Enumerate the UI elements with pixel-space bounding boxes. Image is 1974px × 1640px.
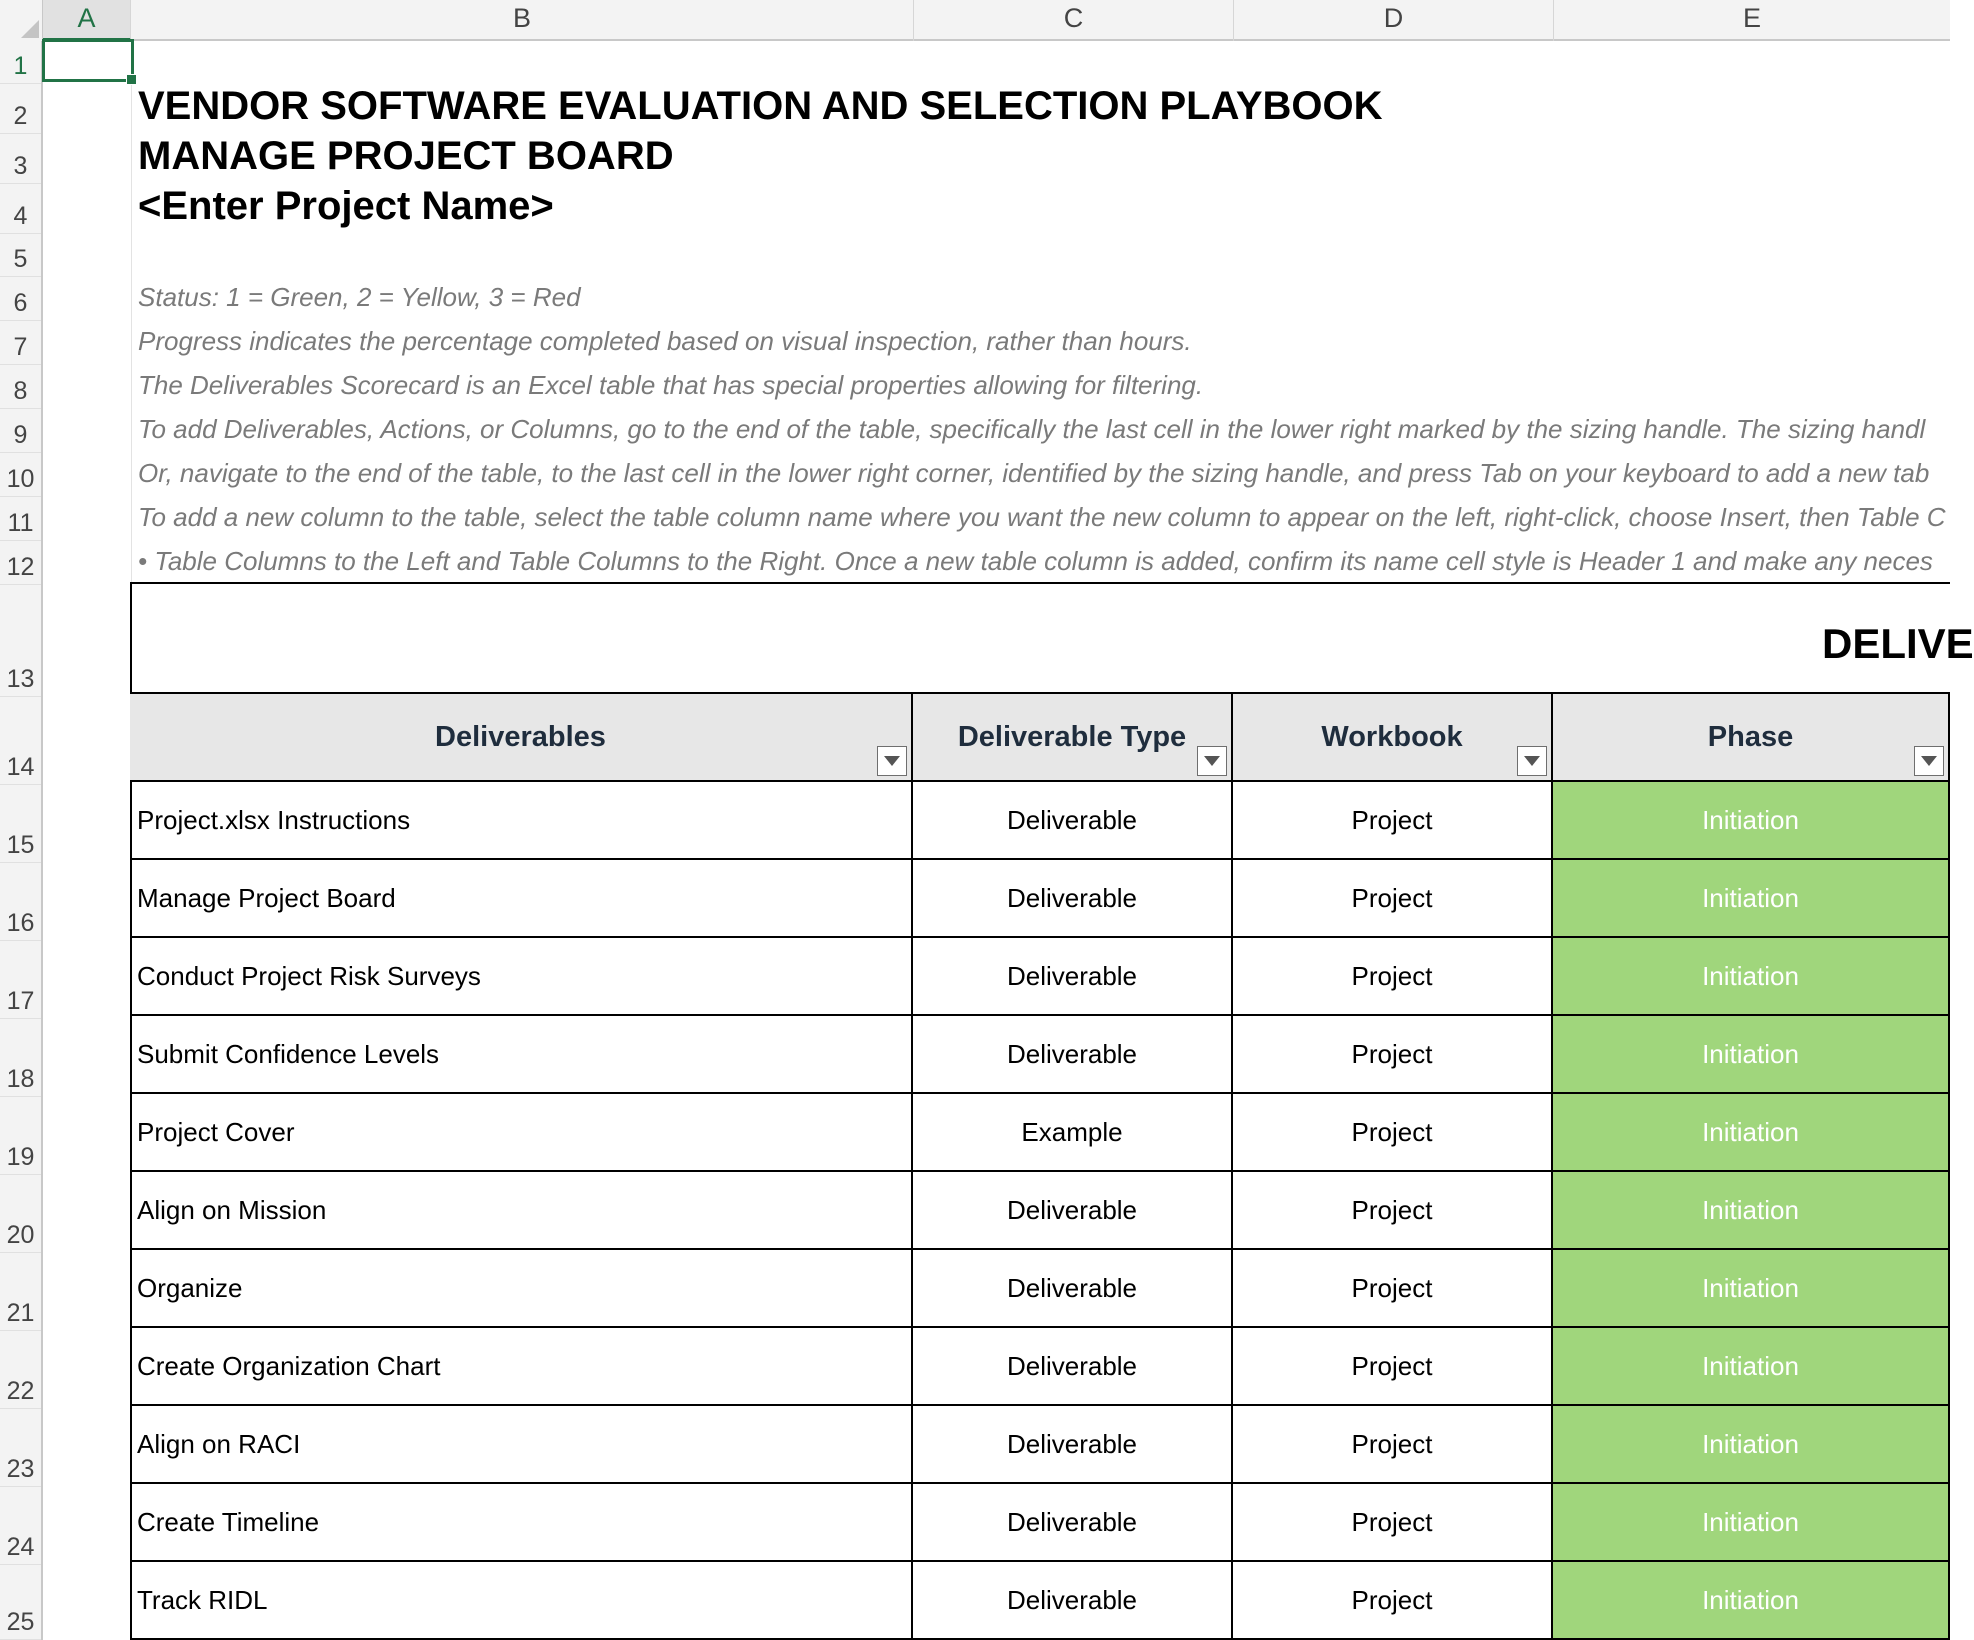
- cell-deliverable[interactable]: Project Cover: [130, 1094, 913, 1172]
- page-subtitle: MANAGE PROJECT BOARD: [138, 134, 674, 178]
- cell-deliverable-type[interactable]: Deliverable: [913, 1172, 1233, 1250]
- row-header[interactable]: 12: [0, 541, 41, 585]
- row-header[interactable]: 23: [0, 1409, 41, 1487]
- row-header[interactable]: 13: [0, 585, 41, 697]
- filter-dropdown-icon[interactable]: [877, 746, 907, 776]
- row-header[interactable]: 17: [0, 941, 41, 1019]
- cell-deliverable[interactable]: Create Timeline: [130, 1484, 913, 1562]
- row-header[interactable]: 6: [0, 277, 41, 321]
- header-label: Deliverable Type: [957, 721, 1187, 753]
- cell-workbook[interactable]: Project: [1233, 860, 1553, 938]
- gridline: [131, 41, 132, 586]
- select-all-corner[interactable]: [0, 0, 43, 41]
- note-line: To add a new column to the table, select the table column name where you want the new column to appear on the left, right-click, choose Insert, then Table C: [138, 502, 1946, 532]
- header-deliverable-type[interactable]: [913, 694, 1233, 782]
- cell-deliverable-type[interactable]: Example: [913, 1094, 1233, 1172]
- row-header[interactable]: 4: [0, 184, 41, 234]
- filter-dropdown-icon[interactable]: [1914, 746, 1944, 776]
- cell-deliverable[interactable]: Submit Confidence Levels: [130, 1016, 913, 1094]
- cell-deliverable[interactable]: Track RIDL: [130, 1562, 913, 1640]
- cell-workbook[interactable]: Project: [1233, 1406, 1553, 1484]
- deliverables-table: [130, 582, 1974, 1640]
- table-row: [130, 938, 1950, 1016]
- cell-workbook[interactable]: Project: [1233, 1562, 1553, 1640]
- cell-phase[interactable]: Initiation: [1553, 1484, 1950, 1562]
- table-row: [130, 1250, 1950, 1328]
- row-header[interactable]: 1: [0, 41, 41, 84]
- row-header-bar: [0, 41, 43, 1640]
- project-name-cell[interactable]: <Enter Project Name>: [138, 184, 554, 228]
- header-label: Phase: [1707, 721, 1794, 753]
- table-row: [130, 782, 1950, 860]
- row-header[interactable]: 24: [0, 1487, 41, 1565]
- cell-workbook[interactable]: Project: [1233, 1328, 1553, 1406]
- cell-phase[interactable]: Initiation: [1553, 938, 1950, 1016]
- cell-phase[interactable]: Initiation: [1553, 1094, 1950, 1172]
- column-header-bar: [0, 0, 1950, 41]
- cell-deliverable[interactable]: Create Organization Chart: [130, 1328, 913, 1406]
- row-header[interactable]: 20: [0, 1175, 41, 1253]
- cell-deliverable-type[interactable]: Deliverable: [913, 860, 1233, 938]
- table-row: [130, 860, 1950, 938]
- row-header[interactable]: 7: [0, 321, 41, 365]
- header-phase[interactable]: [1553, 694, 1950, 782]
- column-header-e[interactable]: E: [1742, 3, 1761, 33]
- active-cell-a1[interactable]: [42, 39, 134, 82]
- column-header-a[interactable]: A: [43, 0, 131, 41]
- cell-deliverable-type[interactable]: Deliverable: [913, 1250, 1233, 1328]
- cell-deliverable-type[interactable]: Deliverable: [913, 1484, 1233, 1562]
- cell-phase[interactable]: Initiation: [1553, 860, 1950, 938]
- note-line: The Deliverables Scorecard is an Excel table that has special properties allowing for filtering.: [138, 370, 1204, 400]
- column-header-d[interactable]: D: [1234, 0, 1554, 41]
- table-row: [130, 1484, 1950, 1562]
- row-header[interactable]: 9: [0, 409, 41, 453]
- filter-dropdown-icon[interactable]: [1197, 746, 1227, 776]
- table-row: [130, 1094, 1950, 1172]
- filter-dropdown-icon[interactable]: [1517, 746, 1547, 776]
- cell-workbook[interactable]: Project: [1233, 1016, 1553, 1094]
- row-header[interactable]: 25: [0, 1565, 41, 1640]
- table-row: [130, 1172, 1950, 1250]
- cell-deliverable[interactable]: Conduct Project Risk Surveys: [130, 938, 913, 1016]
- cell-workbook[interactable]: Project: [1233, 1484, 1553, 1562]
- header-workbook[interactable]: [1233, 694, 1553, 782]
- row-header[interactable]: 8: [0, 365, 41, 409]
- cell-workbook[interactable]: Project: [1233, 1172, 1553, 1250]
- table-row: [130, 1328, 1950, 1406]
- row-header[interactable]: 5: [0, 234, 41, 277]
- column-header-c[interactable]: C: [914, 0, 1234, 41]
- cell-deliverable-type[interactable]: Deliverable: [913, 938, 1233, 1016]
- row-header[interactable]: 19: [0, 1097, 41, 1175]
- note-line: To add Deliverables, Actions, or Columns, go to the end of the table, specifically the last cell in the lower right marked by the sizing handle. The sizing handl: [138, 414, 1926, 444]
- table-row: [130, 1016, 1950, 1094]
- note-line: Progress indicates the percentage completed based on visual inspection, rather than hours.: [138, 326, 1192, 356]
- header-label: Deliverables: [435, 721, 606, 753]
- cell-deliverable-type[interactable]: Deliverable: [913, 1406, 1233, 1484]
- cell-phase[interactable]: Initiation: [1553, 1562, 1950, 1640]
- cell-deliverable[interactable]: Project.xlsx Instructions: [130, 782, 913, 860]
- page-title: VENDOR SOFTWARE EVALUATION AND SELECTION PLAYBOOK: [138, 84, 1383, 128]
- cell-workbook[interactable]: Project: [1233, 1094, 1553, 1172]
- cell-deliverable[interactable]: Align on RACI: [130, 1406, 913, 1484]
- row-header[interactable]: 18: [0, 1019, 41, 1097]
- cell-phase[interactable]: Initiation: [1553, 1250, 1950, 1328]
- cell-phase[interactable]: Initiation: [1553, 1172, 1950, 1250]
- cell-phase[interactable]: Initiation: [1553, 1406, 1950, 1484]
- note-line: Status: 1 = Green, 2 = Yellow, 3 = Red: [138, 282, 581, 312]
- cell-deliverable-type[interactable]: Deliverable: [913, 1328, 1233, 1406]
- row-header[interactable]: 21: [0, 1253, 41, 1331]
- cell-phase[interactable]: Initiation: [1553, 1328, 1950, 1406]
- header-deliverables[interactable]: [130, 694, 913, 782]
- table-banner: [130, 582, 1974, 694]
- cell-deliverable[interactable]: Organize: [130, 1250, 913, 1328]
- cell-workbook[interactable]: Project: [1233, 782, 1553, 860]
- column-header-b[interactable]: B: [131, 0, 914, 41]
- cell-deliverable-type[interactable]: Deliverable: [913, 782, 1233, 860]
- row-header[interactable]: 10: [0, 453, 41, 497]
- cell-deliverable-type[interactable]: Deliverable: [913, 1562, 1233, 1640]
- cell-phase[interactable]: Initiation: [1553, 1016, 1950, 1094]
- note-line: • Table Columns to the Left and Table Columns to the Right. Once a new table column is added, confirm its name cell style is Header 1 and make any neces: [138, 546, 1933, 576]
- row-header[interactable]: 2: [0, 84, 41, 134]
- cell-phase[interactable]: Initiation: [1553, 782, 1950, 860]
- cell-deliverable-type[interactable]: Deliverable: [913, 1016, 1233, 1094]
- row-header[interactable]: 22: [0, 1331, 41, 1409]
- cell-deliverable[interactable]: Align on Mission: [130, 1172, 913, 1250]
- header-label: Workbook: [1321, 721, 1463, 753]
- row-header[interactable]: 11: [0, 497, 41, 541]
- row-header[interactable]: 3: [0, 134, 41, 184]
- table-row: [130, 1562, 1950, 1640]
- cell-deliverable[interactable]: Manage Project Board: [130, 860, 913, 938]
- table-banner-title: DELIVE: [1822, 620, 1974, 667]
- row-header[interactable]: 15: [0, 785, 41, 863]
- row-header[interactable]: 14: [0, 697, 41, 785]
- note-line: Or, navigate to the end of the table, to the last cell in the lower right corner, identified by the sizing handle, and press Tab on your keyboard to add a new tab: [138, 458, 1930, 488]
- cell-workbook[interactable]: Project: [1233, 1250, 1553, 1328]
- table-row: [130, 1406, 1950, 1484]
- row-header[interactable]: 16: [0, 863, 41, 941]
- cell-workbook[interactable]: Project: [1233, 938, 1553, 1016]
